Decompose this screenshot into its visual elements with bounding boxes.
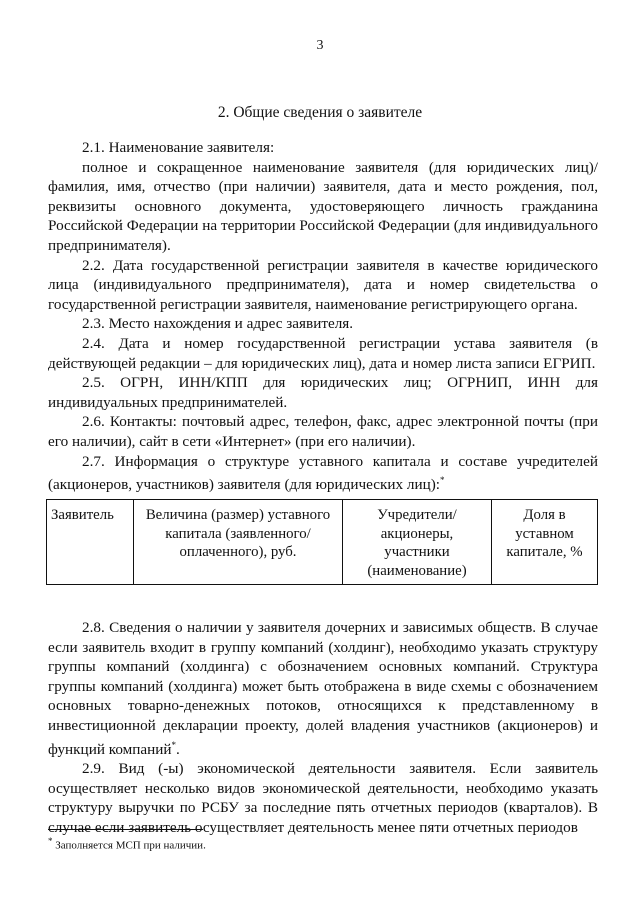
paragraph-2-1: 2.1. Наименование заявителя:	[82, 139, 275, 156]
table-header-row	[47, 500, 598, 585]
footnote-separator	[48, 829, 203, 830]
paragraph-2-4: 2.4. Дата и номер государственной регистрации устава заявителя (в действующей редакции – для юридических лиц), дата и номер листа записи ЕГРИП.	[48, 334, 598, 372]
paragraph-2-2: 2.2. Дата государственной регистрации заявителя в качестве юридического лица (индивидуального предпринимателя), дата и номер свидетельства о государственной регистрации заявителя, наименование регистрирующего органа.	[48, 256, 598, 313]
header-founders: Учредители/ акционеры, участники (наименование)	[343, 500, 492, 585]
section-body-bottom	[48, 618, 598, 838]
section-heading: 2. Общие сведения о заявителе	[217, 104, 423, 121]
paragraph-2-9: 2.9. Вид (-ы) экономической деятельности заявителя. Если заявитель осуществляет несколько видов экономической деятельности, необходимо указать структуру выручки по РСБУ за последние пять отчетных периодов (кварталов). В случае если заявитель осуществляет деятельность менее пяти отчетных периодов	[48, 760, 598, 836]
header-share: Доля в уставном капитале, %	[492, 500, 598, 585]
paragraph-2-8	[48, 618, 598, 759]
paragraph-2-3: 2.3. Место нахождения и адрес заявителя.	[82, 315, 354, 333]
footnote-ref-2: *	[171, 739, 177, 750]
capital-structure-table	[46, 499, 598, 585]
footnote	[48, 836, 206, 852]
section-body-top	[48, 138, 598, 495]
footnote-mark: *	[48, 836, 53, 846]
footnote-text: Заполняется МСП при наличии.	[55, 839, 206, 852]
paragraph-2-7-text: 2.7. Информация о структуре уставного капитала и составе учредителей (акционеров, участников) заявителя (для юридических лиц):	[48, 452, 598, 494]
header-capital-size: Величина (размер) уставного капитала (заявленного/ оплаченного), руб.	[134, 500, 343, 585]
page-number: 3	[316, 38, 324, 53]
paragraph-2-1-detail: полное и сокращенное наименование заявителя (для юридических лиц)/ фамилия, имя, отчество (при наличии) заявителя, дата и место рождения, пол, реквизиты основного документа, удостоверяющего личность гражданина Российской Федерации на территории Российской Федерации (для индивидуального предпринимателя).	[48, 158, 598, 254]
paragraph-2-5: 2.5. ОГРН, ИНН/КПП для юридических лиц; ОГРНИП, ИНН для индивидуальных предпринимателей.	[48, 374, 598, 411]
footnote-ref: *	[440, 475, 445, 486]
paragraph-2-8-end: .	[176, 740, 180, 758]
header-applicant: Заявитель	[47, 500, 134, 585]
paragraph-2-8-text: 2.8. Сведения о наличии у заявителя дочерних и зависимых обществ. В случае если заявитель входит в группу компаний (холдинг), необходимо указать структуру группы компаний (холдинга) с обозначением основных компаний. Структура группы компаний (холдинга) может быть отображена в виде схемы с обозначением основных товарно-денежных потоков, относящихся к представленному в инвестиционной декларации проекту, долей владения участников (акционеров) и функций компаний	[48, 619, 598, 758]
paragraph-2-7	[48, 452, 598, 495]
paragraph-2-6: 2.6. Контакты: почтовый адрес, телефон, факс, адрес электронной почты (при его наличии), сайт в сети «Интернет» (при его наличии).	[48, 413, 598, 450]
